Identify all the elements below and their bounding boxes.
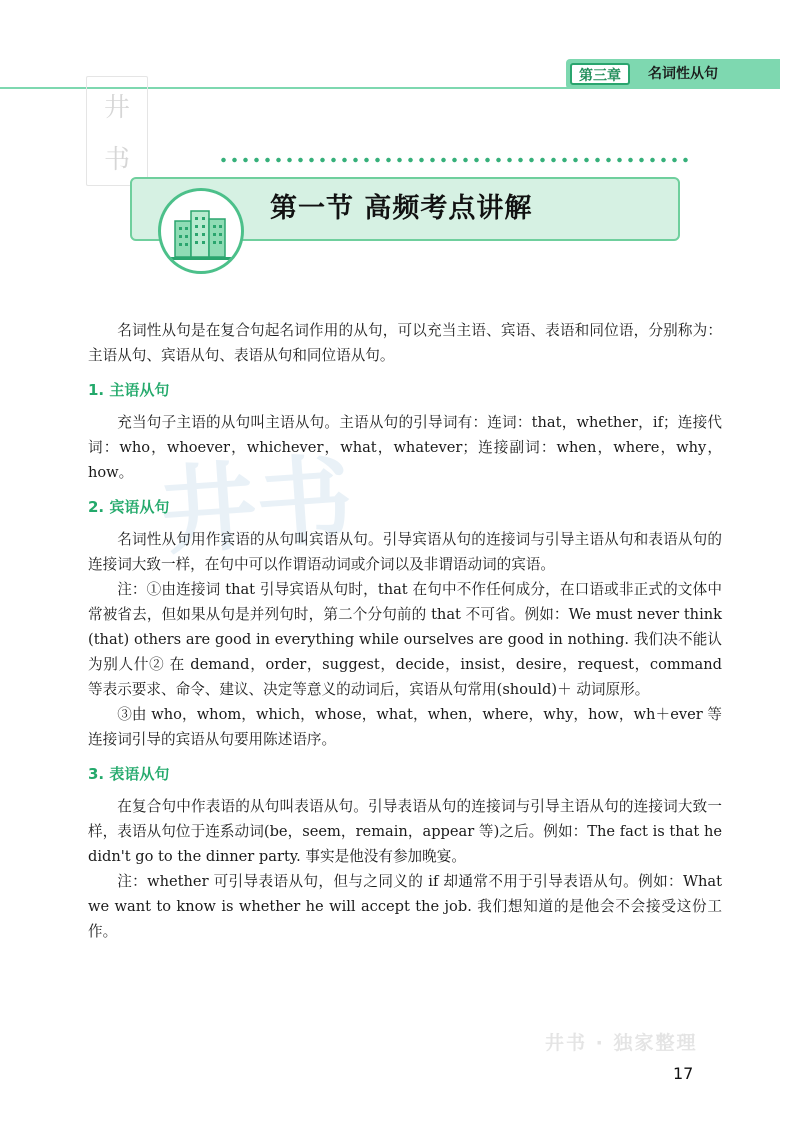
chapter-number: 第三章 bbox=[570, 63, 630, 85]
chapter-name: 名词性从句 bbox=[648, 66, 718, 82]
page-number: 17 bbox=[673, 1064, 694, 1083]
heading-predicative-clause: 3. 表语从句 bbox=[88, 765, 170, 783]
intro-paragraph: 名词性从句是在复合句起名词作用的从句，可以充当主语、宾语、表语和同位语，分别称为：主语从句、宾语从句、表语从句和同位语从句。 bbox=[88, 322, 722, 364]
object-clause-note-1: 注：①由连接词 that 引导宾语从句时，that 在句中不作任何成分，在口语或非正式的文体中常被省去，但如果从句是并列句时，第二个分句前的 that 不可省。例如：We must never think (that) others are good in everything while ourselves are good in nothing. 我们决不能认为别人什② 在 demand，order，suggest，decide，insist，desire，request，command 等表示要求、命令、建议、决定等意义的动词后，宾语从句常用(should)＋ 动词原形。 bbox=[88, 581, 722, 698]
heading-object-clause: 2. 宾语从句 bbox=[88, 498, 170, 516]
main-content bbox=[88, 318, 722, 944]
dotted-divider bbox=[218, 157, 688, 163]
section-title: 第一节 高频考点讲解 bbox=[270, 193, 533, 224]
buildings-icon bbox=[158, 188, 244, 274]
predicative-clause-note: 注：whether 可引导表语从句，但与之同义的 if 却通常不用于引导表语从句。例如：What we want to know is whether he will accept the job. 我们想知道的是他会不会接受这份工作。 bbox=[88, 873, 722, 940]
stamp-char-2: 书 bbox=[103, 145, 130, 175]
heading-subject-clause: 1. 主语从句 bbox=[88, 381, 170, 399]
logo-stamp bbox=[86, 76, 148, 186]
stamp-char-1: 井 bbox=[103, 93, 130, 123]
watermark-char-2: 书 bbox=[252, 443, 357, 562]
predicative-clause-paragraph: 在复合句中作表语的从句叫表语从句。引导表语从句的连接词与引导主语从句的连接词大致一样，表语从句位于连系动词(be，seem，remain，appear 等)之后。例如：The fact is that he didn't go to the dinner party. 事实是他没有参加晚宴。 bbox=[88, 798, 722, 865]
footer-watermark: 井书 · 独家整理 bbox=[545, 1032, 698, 1054]
watermark-char-1: 井 bbox=[156, 450, 261, 569]
object-clause-note-3: ③由 who，whom，which，whose，what，when，where，why，how，wh＋ever 等连接词引导的宾语从句要用陈述语序。 bbox=[88, 706, 722, 748]
object-clause-paragraph: 名词性从句用作宾语的从句叫宾语从句。引导宾语从句的连接词与引导主语从句和表语从句的连接词大致一样，在句中可以作谓语动词或介词以及非谓语动词的宾语。 bbox=[88, 531, 722, 573]
subject-clause-paragraph: 充当句子主语的从句叫主语从句。主语从句的引导词有：连词：that，whether，if；连接代词：who，whoever，whichever，what，whatever；连接副词：when，where，why，how。 bbox=[88, 414, 722, 481]
chapter-tab bbox=[566, 59, 780, 89]
